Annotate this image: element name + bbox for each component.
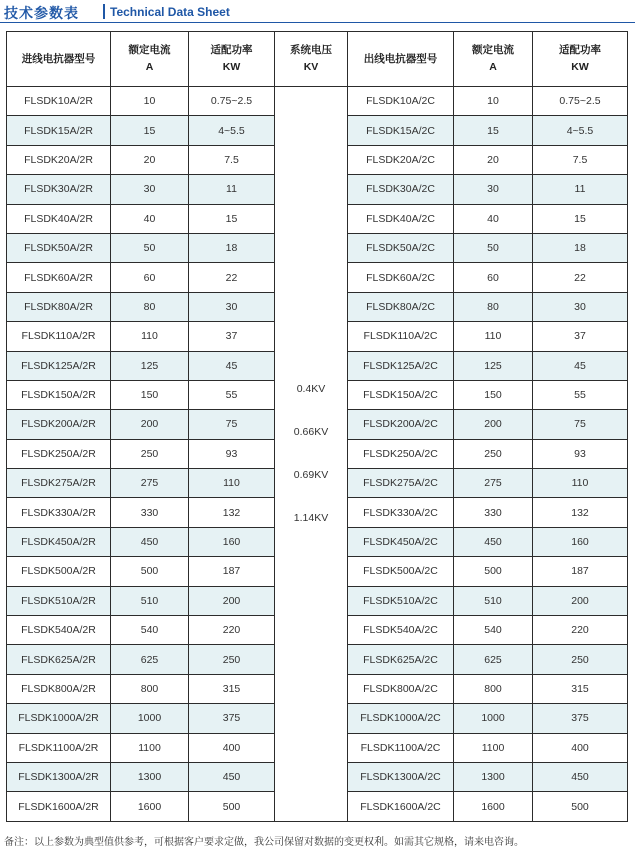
technical-data-table (6, 31, 628, 822)
cell-rated-current-2: 10 (454, 87, 533, 116)
header-rule (0, 22, 635, 23)
cell-in-model: FLSDK625A/2R (7, 645, 111, 674)
cell-out-model: FLSDK10A/2C (348, 87, 454, 116)
cell-power: 7.5 (189, 145, 275, 174)
cell-power: 11 (189, 175, 275, 204)
cell-in-model: FLSDK500A/2R (7, 557, 111, 586)
cell-out-model: FLSDK1000A/2C (348, 704, 454, 733)
cell-power: 160 (189, 527, 275, 556)
cell-out-model: FLSDK800A/2C (348, 674, 454, 703)
cell-rated-current-2: 510 (454, 586, 533, 615)
cell-power-2: 11 (533, 175, 628, 204)
cell-rated-current-2: 200 (454, 410, 533, 439)
cell-rated-current: 450 (111, 527, 189, 556)
cell-rated-current-2: 50 (454, 233, 533, 262)
cell-rated-current-2: 80 (454, 292, 533, 321)
cell-power-2: 315 (533, 674, 628, 703)
cell-power: 400 (189, 733, 275, 762)
cell-rated-current: 80 (111, 292, 189, 321)
cell-power: 4~5.5 (189, 116, 275, 145)
cell-power-2: 22 (533, 263, 628, 292)
cell-in-model: FLSDK60A/2R (7, 263, 111, 292)
cell-power: 250 (189, 645, 275, 674)
table-row (7, 87, 628, 116)
cell-in-model: FLSDK275A/2R (7, 469, 111, 498)
cell-rated-current-2: 15 (454, 116, 533, 145)
cell-rated-current: 50 (111, 233, 189, 262)
cell-in-model: FLSDK125A/2R (7, 351, 111, 380)
cell-rated-current: 1300 (111, 762, 189, 791)
cell-power-2: 200 (533, 586, 628, 615)
cell-out-model: FLSDK150A/2C (348, 380, 454, 409)
cell-power-2: 0.75~2.5 (533, 87, 628, 116)
voltage-value: 0.69KV (293, 469, 329, 482)
cell-power: 187 (189, 557, 275, 586)
cell-out-model: FLSDK540A/2C (348, 616, 454, 645)
cell-rated-current-2: 1100 (454, 733, 533, 762)
footnote: 备注：以上参数为典型值供参考，可根据客户要求定做，我公司保留对数据的变更权利。如需其它规格，请来电咨询。 (4, 837, 524, 848)
cell-in-model: FLSDK50A/2R (7, 233, 111, 262)
cell-out-model: FLSDK20A/2C (348, 145, 454, 174)
col-header-rated-current-2: 额定电流 A (454, 32, 533, 87)
col-header-out-model: 出线电抗器型号 (348, 32, 454, 87)
cell-in-model: FLSDK15A/2R (7, 116, 111, 145)
cell-rated-current-2: 540 (454, 616, 533, 645)
cell-rated-current-2: 1000 (454, 704, 533, 733)
cell-power: 22 (189, 263, 275, 292)
title-cn: 技术参数表 (4, 6, 79, 22)
col-header-power-2: 适配功率 KW (533, 32, 628, 87)
cell-in-model: FLSDK1000A/2R (7, 704, 111, 733)
cell-power: 37 (189, 322, 275, 351)
cell-power-2: 187 (533, 557, 628, 586)
cell-rated-current-2: 20 (454, 145, 533, 174)
cell-out-model: FLSDK200A/2C (348, 410, 454, 439)
cell-rated-current: 10 (111, 87, 189, 116)
cell-rated-current-2: 450 (454, 527, 533, 556)
cell-rated-current-2: 250 (454, 439, 533, 468)
cell-in-model: FLSDK20A/2R (7, 145, 111, 174)
cell-power: 110 (189, 469, 275, 498)
cell-out-model: FLSDK500A/2C (348, 557, 454, 586)
cell-power-2: 15 (533, 204, 628, 233)
cell-power: 375 (189, 704, 275, 733)
cell-in-model: FLSDK110A/2R (7, 322, 111, 351)
cell-system-voltage (275, 87, 348, 822)
cell-power: 0.75~2.5 (189, 87, 275, 116)
cell-rated-current: 540 (111, 616, 189, 645)
cell-power: 220 (189, 616, 275, 645)
cell-rated-current-2: 30 (454, 175, 533, 204)
cell-rated-current-2: 800 (454, 674, 533, 703)
cell-power-2: 30 (533, 292, 628, 321)
cell-in-model: FLSDK540A/2R (7, 616, 111, 645)
table-header-row (7, 32, 628, 87)
cell-rated-current: 125 (111, 351, 189, 380)
cell-rated-current: 110 (111, 322, 189, 351)
table-body (7, 87, 628, 822)
voltage-list (275, 383, 347, 524)
cell-rated-current: 1000 (111, 704, 189, 733)
cell-out-model: FLSDK110A/2C (348, 322, 454, 351)
cell-in-model: FLSDK800A/2R (7, 674, 111, 703)
cell-rated-current: 510 (111, 586, 189, 615)
cell-power-2: 400 (533, 733, 628, 762)
voltage-value: 0.66KV (293, 426, 329, 439)
cell-in-model: FLSDK40A/2R (7, 204, 111, 233)
cell-rated-current: 30 (111, 175, 189, 204)
cell-in-model: FLSDK10A/2R (7, 87, 111, 116)
cell-out-model: FLSDK30A/2C (348, 175, 454, 204)
col-header-power: 适配功率 KW (189, 32, 275, 87)
cell-in-model: FLSDK80A/2R (7, 292, 111, 321)
cell-in-model: FLSDK330A/2R (7, 498, 111, 527)
cell-rated-current: 500 (111, 557, 189, 586)
cell-rated-current: 15 (111, 116, 189, 145)
cell-in-model: FLSDK150A/2R (7, 380, 111, 409)
cell-rated-current-2: 625 (454, 645, 533, 674)
cell-rated-current-2: 1300 (454, 762, 533, 791)
cell-rated-current: 250 (111, 439, 189, 468)
cell-rated-current-2: 110 (454, 322, 533, 351)
cell-out-model: FLSDK330A/2C (348, 498, 454, 527)
cell-out-model: FLSDK80A/2C (348, 292, 454, 321)
cell-rated-current: 200 (111, 410, 189, 439)
cell-rated-current-2: 1600 (454, 792, 533, 821)
cell-power-2: 93 (533, 439, 628, 468)
col-header-rated-current: 额定电流 A (111, 32, 189, 87)
cell-in-model: FLSDK250A/2R (7, 439, 111, 468)
cell-power-2: 220 (533, 616, 628, 645)
cell-rated-current: 275 (111, 469, 189, 498)
cell-power-2: 45 (533, 351, 628, 380)
page-header (0, 0, 635, 26)
cell-power: 93 (189, 439, 275, 468)
cell-power-2: 132 (533, 498, 628, 527)
cell-power-2: 75 (533, 410, 628, 439)
cell-out-model: FLSDK125A/2C (348, 351, 454, 380)
cell-power-2: 18 (533, 233, 628, 262)
cell-power: 45 (189, 351, 275, 380)
cell-rated-current: 60 (111, 263, 189, 292)
cell-rated-current-2: 60 (454, 263, 533, 292)
cell-out-model: FLSDK15A/2C (348, 116, 454, 145)
cell-rated-current-2: 500 (454, 557, 533, 586)
cell-power: 15 (189, 204, 275, 233)
cell-power: 55 (189, 380, 275, 409)
cell-power: 450 (189, 762, 275, 791)
cell-rated-current: 40 (111, 204, 189, 233)
cell-power: 500 (189, 792, 275, 821)
cell-power: 75 (189, 410, 275, 439)
cell-power: 132 (189, 498, 275, 527)
cell-power-2: 500 (533, 792, 628, 821)
cell-rated-current-2: 125 (454, 351, 533, 380)
cell-power-2: 160 (533, 527, 628, 556)
cell-power-2: 375 (533, 704, 628, 733)
cell-power-2: 110 (533, 469, 628, 498)
title-en: Technical Data Sheet (110, 5, 230, 19)
cell-rated-current-2: 150 (454, 380, 533, 409)
cell-rated-current: 20 (111, 145, 189, 174)
cell-out-model: FLSDK625A/2C (348, 645, 454, 674)
voltage-value: 0.4KV (296, 383, 326, 396)
cell-in-model: FLSDK1100A/2R (7, 733, 111, 762)
cell-out-model: FLSDK275A/2C (348, 469, 454, 498)
cell-in-model: FLSDK1600A/2R (7, 792, 111, 821)
cell-out-model: FLSDK60A/2C (348, 263, 454, 292)
cell-rated-current-2: 330 (454, 498, 533, 527)
cell-rated-current: 330 (111, 498, 189, 527)
cell-out-model: FLSDK1300A/2C (348, 762, 454, 791)
cell-rated-current-2: 275 (454, 469, 533, 498)
cell-out-model: FLSDK450A/2C (348, 527, 454, 556)
cell-in-model: FLSDK450A/2R (7, 527, 111, 556)
cell-rated-current: 150 (111, 380, 189, 409)
cell-in-model: FLSDK510A/2R (7, 586, 111, 615)
cell-power: 315 (189, 674, 275, 703)
cell-out-model: FLSDK510A/2C (348, 586, 454, 615)
cell-power: 200 (189, 586, 275, 615)
cell-in-model: FLSDK30A/2R (7, 175, 111, 204)
cell-rated-current: 1100 (111, 733, 189, 762)
cell-rated-current: 625 (111, 645, 189, 674)
cell-rated-current-2: 40 (454, 204, 533, 233)
cell-out-model: FLSDK1100A/2C (348, 733, 454, 762)
cell-power-2: 450 (533, 762, 628, 791)
cell-power-2: 7.5 (533, 145, 628, 174)
cell-out-model: FLSDK40A/2C (348, 204, 454, 233)
cell-power: 18 (189, 233, 275, 262)
cell-in-model: FLSDK1300A/2R (7, 762, 111, 791)
cell-power: 30 (189, 292, 275, 321)
cell-out-model: FLSDK250A/2C (348, 439, 454, 468)
cell-power-2: 4~5.5 (533, 116, 628, 145)
cell-in-model: FLSDK200A/2R (7, 410, 111, 439)
voltage-value: 1.14KV (293, 512, 329, 525)
col-header-in-model: 进线电抗器型号 (7, 32, 111, 87)
title-separator (103, 4, 105, 19)
cell-out-model: FLSDK1600A/2C (348, 792, 454, 821)
cell-rated-current: 800 (111, 674, 189, 703)
cell-power-2: 250 (533, 645, 628, 674)
col-header-voltage: 系统电压 KV (275, 32, 348, 87)
cell-power-2: 55 (533, 380, 628, 409)
cell-out-model: FLSDK50A/2C (348, 233, 454, 262)
cell-rated-current: 1600 (111, 792, 189, 821)
cell-power-2: 37 (533, 322, 628, 351)
